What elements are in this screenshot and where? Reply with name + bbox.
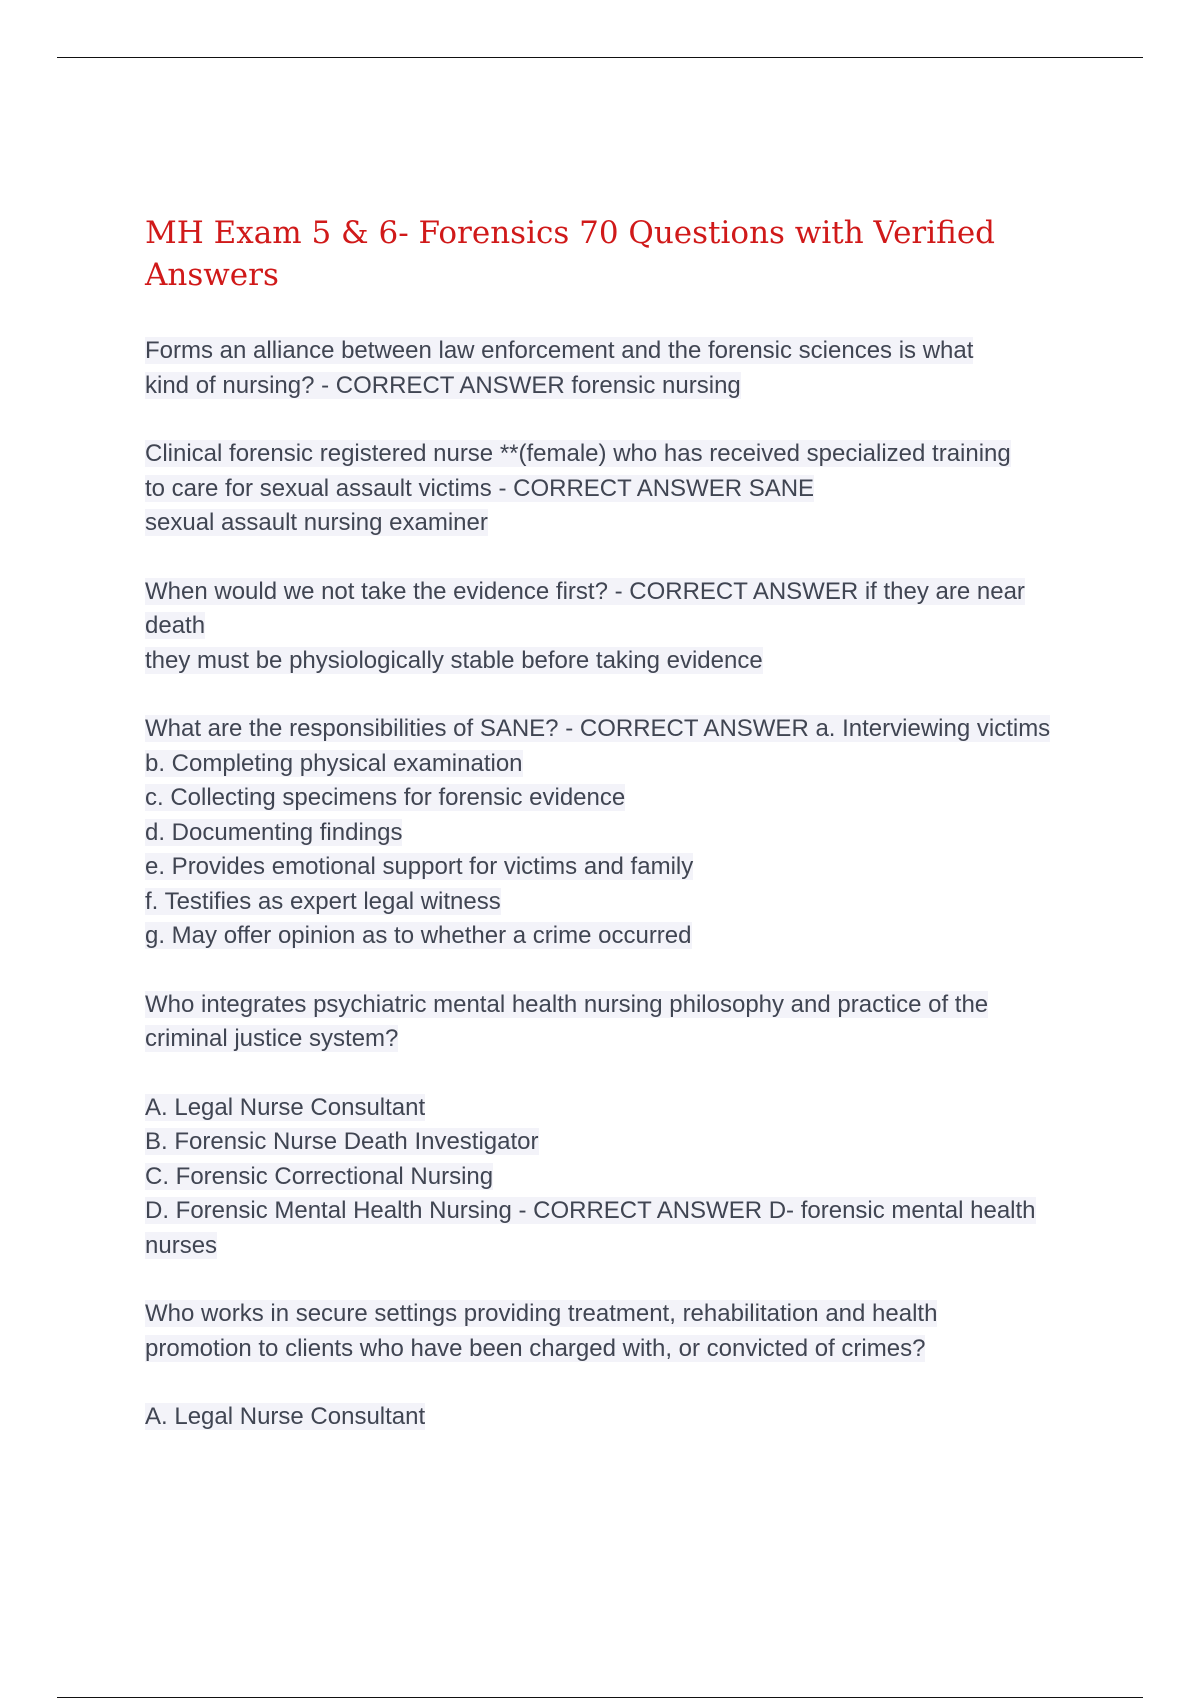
list-item: e. Provides emotional support for victims and family <box>145 853 694 880</box>
text-line: to care for sexual assault victims - CORRECT ANSWER SANE <box>145 474 815 502</box>
option-item: C. Forensic Correctional Nursing <box>145 1162 494 1190</box>
option-item: B. Forensic Nurse Death Investigator <box>145 1128 539 1155</box>
list-item: f. Testifies as expert legal witness <box>145 887 501 915</box>
header-rule <box>57 57 1143 58</box>
text-line: sexual assault nursing examiner <box>145 509 488 536</box>
qa-block-5-options <box>145 1091 1090 1264</box>
option-item: A. Legal Nurse Consultant <box>145 1403 426 1430</box>
text-line: kind of nursing? - CORRECT ANSWER forensic nursing <box>145 371 741 399</box>
text-line: Who integrates psychiatric mental health nursing philosophy and practice of the <box>145 990 989 1018</box>
list-item: d. Documenting findings <box>145 818 403 846</box>
document-title: MH Exam 5 & 6- Forensics 70 Questions with Verified Answers <box>145 215 996 293</box>
text-line: death <box>145 612 206 639</box>
qa-block-4 <box>145 712 1090 954</box>
text-line: Forms an alliance between law enforcement and the forensic sciences is what <box>145 337 974 364</box>
qa-block-3 <box>145 575 1090 679</box>
text-line: they must be physiologically stable before taking evidence <box>145 646 763 674</box>
option-item: D. Forensic Mental Health Nursing - CORRECT ANSWER D- forensic mental health <box>145 1197 1036 1224</box>
qa-block-1 <box>145 334 1090 403</box>
footer-rule <box>57 1697 1143 1698</box>
qa-block-5-question <box>145 988 1090 1057</box>
document-body <box>145 212 1090 1469</box>
list-item: b. Completing physical examination <box>145 749 523 777</box>
qa-block-2 <box>145 437 1090 541</box>
list-item: c. Collecting specimens for forensic evidence <box>145 784 626 811</box>
option-item: nurses <box>145 1231 218 1259</box>
option-item: A. Legal Nurse Consultant <box>145 1093 426 1121</box>
text-line: What are the responsibilities of SANE? - CORRECT ANSWER a. Interviewing victims <box>145 715 1051 742</box>
text-line: Clinical forensic registered nurse **(female) who has received specialized training <box>145 440 1011 467</box>
text-line: criminal justice system? <box>145 1025 399 1052</box>
text-line: When would we not take the evidence first? - CORRECT ANSWER if they are near <box>145 577 1025 605</box>
qa-block-6-options <box>145 1400 1090 1435</box>
text-line: Who works in secure settings providing treatment, rehabilitation and health <box>145 1300 938 1327</box>
text-line: promotion to clients who have been charged with, or convicted of crimes? <box>145 1334 926 1362</box>
list-item: g. May offer opinion as to whether a crime occurred <box>145 922 692 949</box>
qa-block-6-question <box>145 1297 1090 1366</box>
